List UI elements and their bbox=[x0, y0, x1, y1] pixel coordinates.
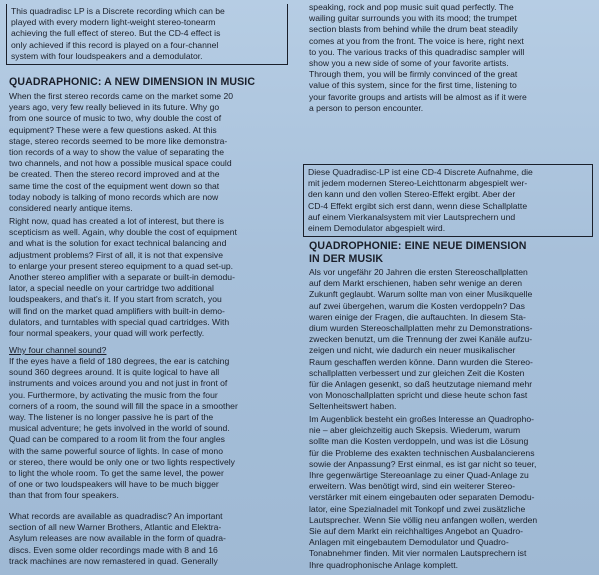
german-notice-box: Diese Quadradisc-LP ist eine CD-4 Discrete Aufnahme, die mit jedem modernen Stereo-Leichttonarm abgespielt wer- den kann und den vollen Stereo-Effekt ergibt. Aber der CD-4 Effekt ergibt sich erst dann, wenn diese Schallplatte auf einem Vierkanalsystem mit vier Lautsprechern und einem Demodulator abgespielt wird. bbox=[303, 164, 593, 237]
english-paragraph-1: When the first stereo records came on the market some 20 years ago, very few really believed in its future. Why go from one source of music to two, why double the cost of equipment? These were a few questions asked. At this stage, stereo records seemed to be more like demonstra- tion records of a way to show the value of separating the two channels, and not how a possible musical space could be created. Then the stereo record improved and at the same time the cost of the equipment went down so that today nobody is talking of mono records which are now considered nearly antique items. bbox=[9, 91, 234, 214]
english-heading: QUADRAPHONIC: A NEW DIMENSION IN MUSIC bbox=[9, 76, 256, 88]
german-paragraph-1: Als vor ungefähr 20 Jahren die ersten Stereoschallplatten auf dem Markt erschienen, haben sehr wenige an deren Zukunft geglaubt. Warum sollte man von einer Musikquelle auf zwei übergehen, warum die Kosten verdoppeln? Das waren einige der Fragen, die auftauchten. In diesem Sta- dium wurden Stereoschallplatten mehr zu Demonstrations- zwecken benutzt, um die Trennung der zwei Kanäle aufzu- zeigen und nicht, wie dadurch ein neuer musikalischer Raum geschaffen werden könne. Dann wurden die Stereo- schallplatten verbessert und zur gleichen Zeit die Kosten für die Anlagen gesenkt, so daß heutzutage niemand mehr von Monoschallplatten spricht und diese heute schon fast Seltenheitswert haben. bbox=[309, 267, 533, 412]
english-subheading: Why four channel sound? bbox=[9, 345, 107, 355]
english-paragraph-4: What records are available as quadradisc? An important section of all new Warner Brothers, Atlantic and Elektra- Asylum releases are now available in the form of quadra- discs. Even some older recordings made with 8 and 16 track machines are now remastered in quad. Generally bbox=[9, 511, 226, 566]
german-heading: QUADROPHONIE: EINE NEUE DIMENSION IN DER MUSIK bbox=[309, 240, 527, 265]
english-notice-box: This quadradisc LP is a Discrete recording which can be played with every modern light-weight stereo-tonearm achieving the full effect of stereo. But the CD-4 effect is only achieved if this record is played on a four-channel system with four loudspeakers and a demodulator. bbox=[6, 4, 288, 65]
english-paragraph-2: Right now, quad has created a lot of interest, but there is scepticism as well. Again, why double the cost of equipment and what is the solution for exact technical balancing and adjustment problems? First of all, it is not that expensive to enlarge your present stereo equipment to a quad set-up. Another stereo amplifier with a separate or built-in demodu- lator, a special needle on your cartridge two additional loudspeakers, and that's it. If you start from scratch, you will find on the market quad amplifiers with built-in demo- dulators, and turntables with special quad cartridges. With four normal speakers, your quad will work perfectly. bbox=[9, 216, 237, 339]
german-paragraph-2: Im Augenblick besteht ein großes Interesse an Quadropho- nie – aber gleichzeitig auch Skepsis. Wiederum, warum sollte man die Kosten verdoppeln, und was ist die Lösung für die Probleme des exakten technischen Ausbalancierens sowie der Anpassung? Erst einmal, es ist gar nicht so teuer, Ihre gegenwärtige Stereoanlage zu einer Quad-Anlage zu erweitern. Was benötigt wird, sind ein weiterer Stereo- verstärker mit einem eingebauten oder separaten Demodu- lator, eine Spezialnadel mit Tonkopf und zwei zusätzliche Lautsprecher. Wenn Sie völlig neu anfangen wollen, werden Sie auf dem Markt ein reichhaltiges Angebot an Quadro- Anlagen mit eingebautem Demodulator und Quadro- Tonabnehmer finden. Mit vier normalen Lautsprechern ist Ihre quadrophonische Anlage komplett. bbox=[309, 414, 538, 570]
english-paragraph-3: If the eyes have a field of 180 degrees, the ear is catching sound 360 degrees around. It is quite logical to have all instruments and voices around you and not just in front of you. Furthermore, by activating the music from the four corners of a room, the sound will fill the space in a smoother way. The listener is no longer passive he is part of the musical adventure; he gets involved in the world of sound. Quad can be compared to a room lit from the four angles with the same powerful source of lights. In case of mono or stereo, there would be only one or two lights respectively to light the whole room. To get the same level, the power of one or two loudspeakers will have to be much bigger than that from four speakers. bbox=[9, 356, 238, 501]
english-paragraph-continued: speaking, rock and pop music suit quad perfectly. The wailing guitar surrounds you with its mood; the trumpet section blasts from behind while the drum beat steadily comes at you from the front. The voice is here, right next to you. The various tracks of this quadradisc sampler will show you a new side of some of your favorite artists. Through them, you will be firmly convinced of the great value of this system, since for the first time, listening to your favorite groups and artists will be almost as if it were a person to person encounter. bbox=[309, 2, 527, 113]
